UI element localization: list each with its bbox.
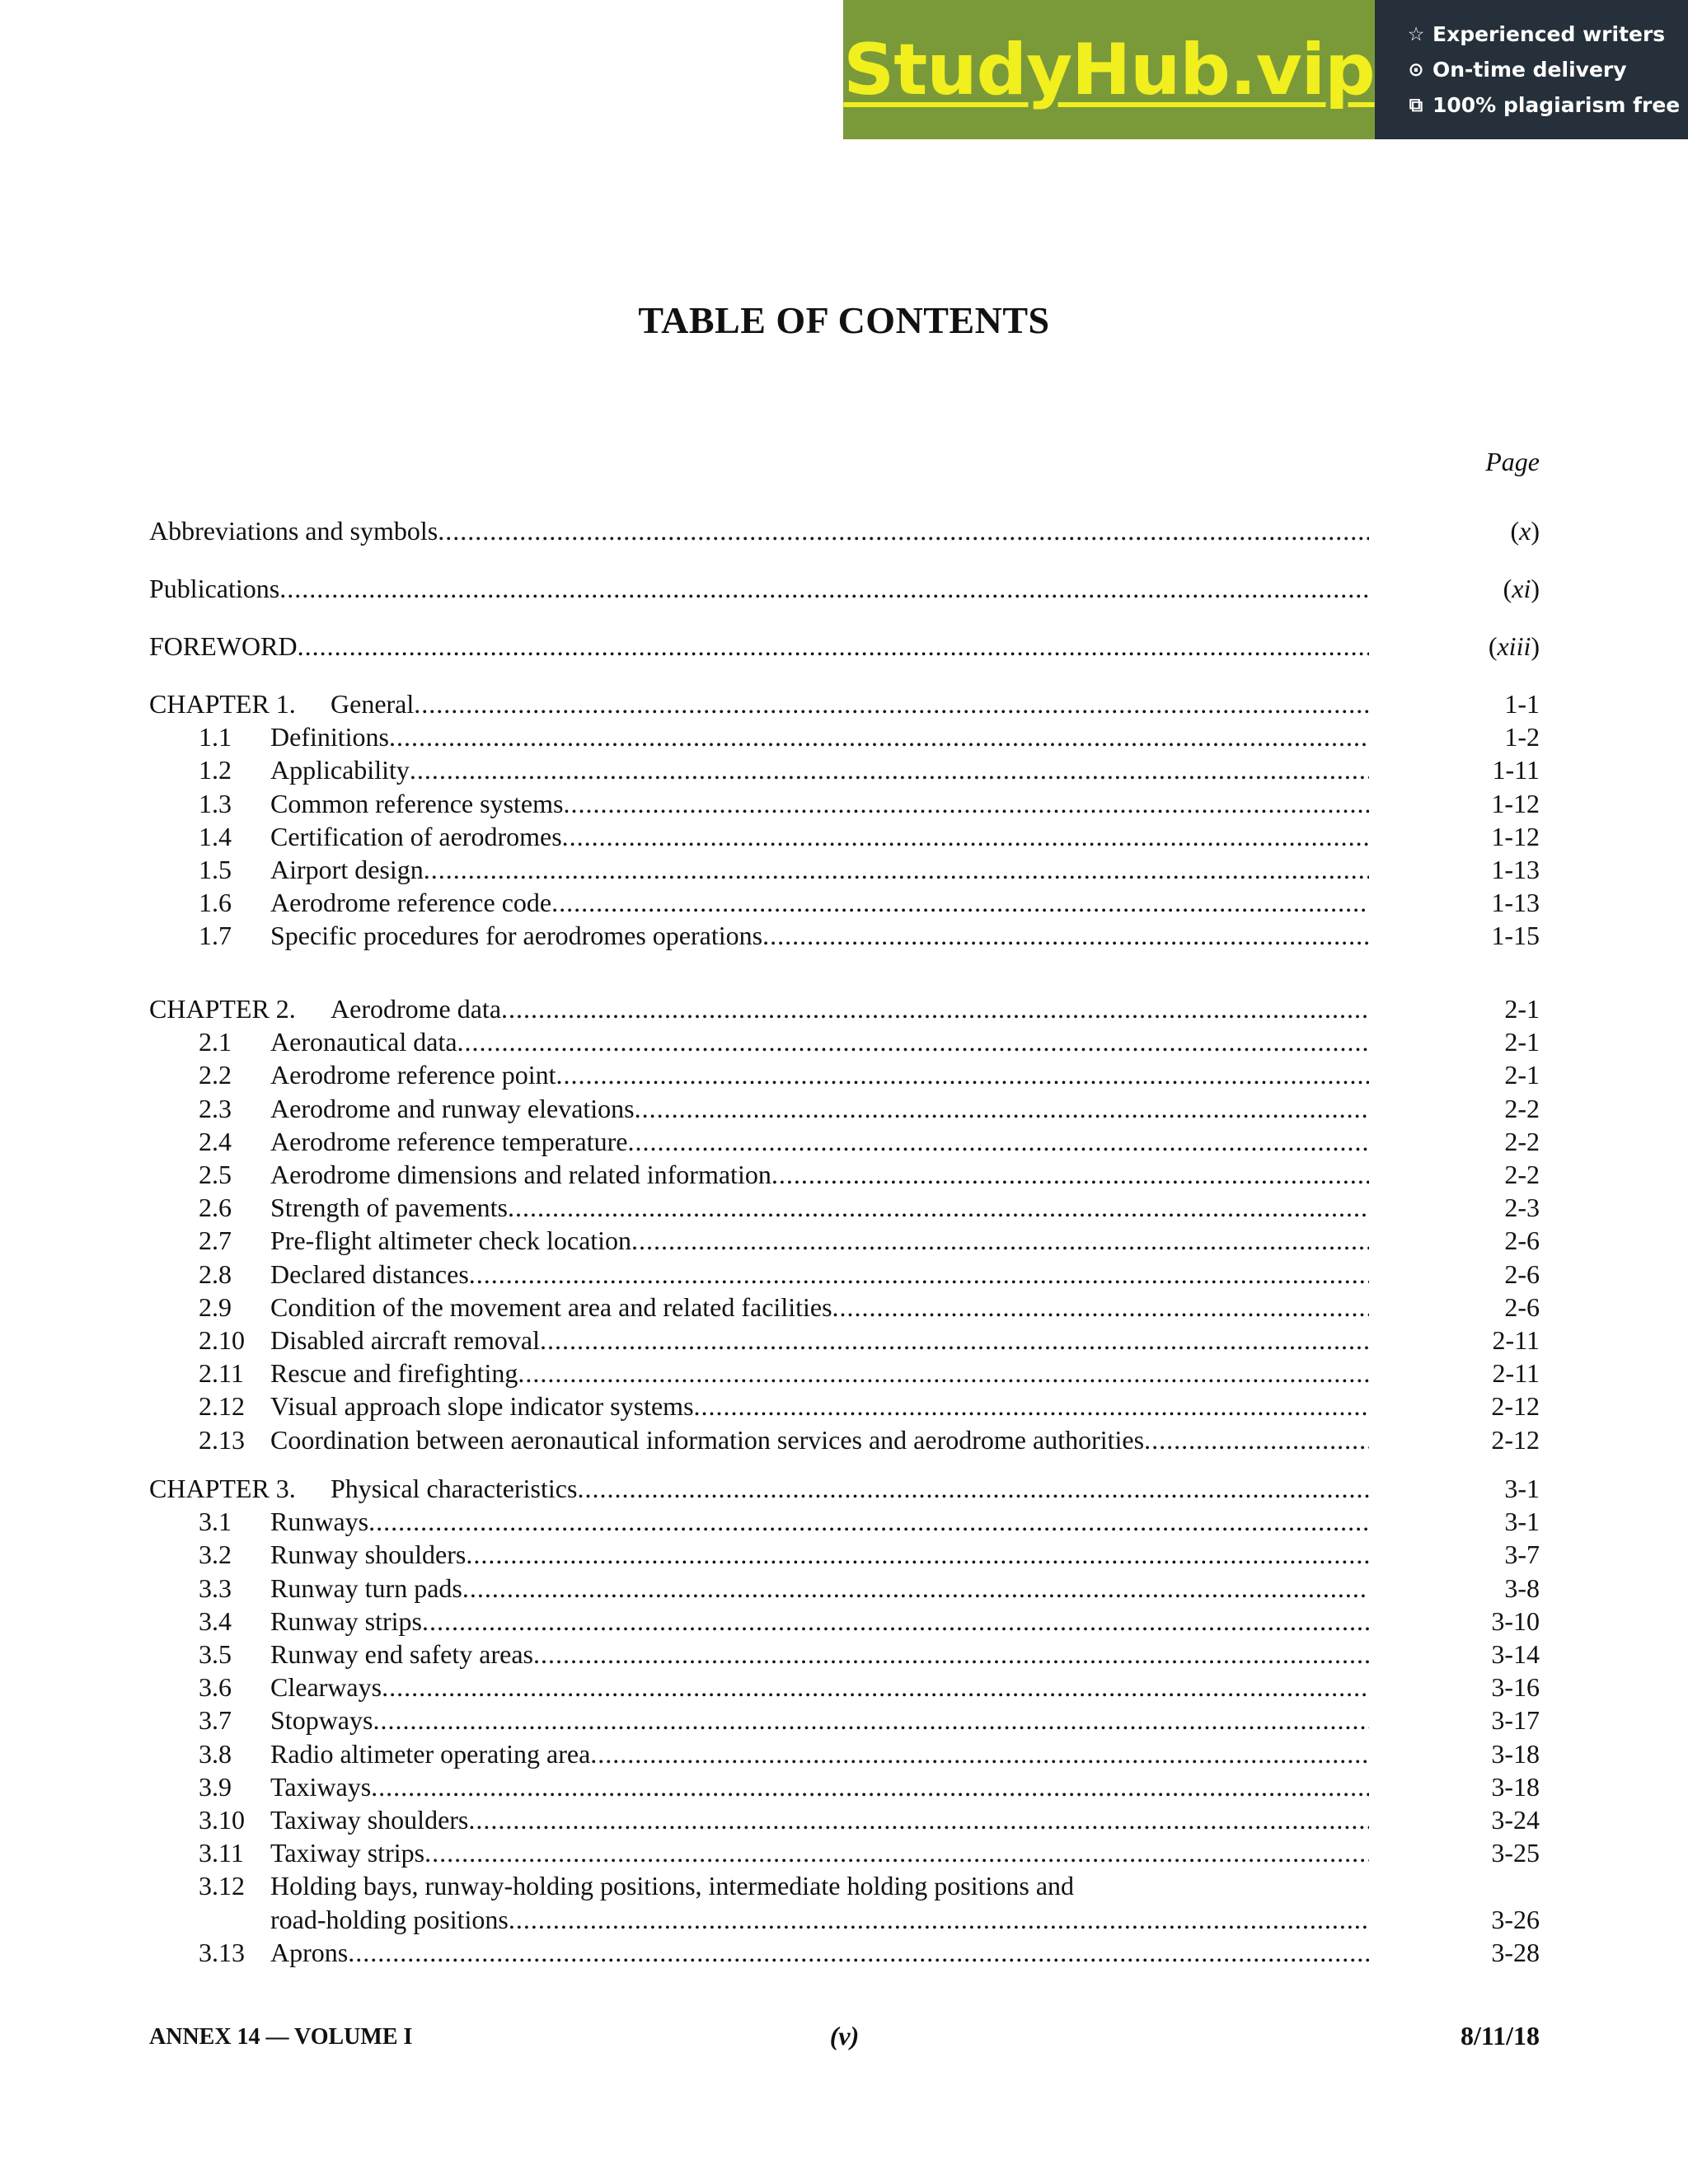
- toc-entry-page: 2-6: [1504, 1226, 1540, 1255]
- toc-entry-leader: [270, 1357, 1369, 1390]
- toc-section-entry[interactable]: [149, 919, 1540, 952]
- section-title: Aerodrome dimensions and related information: [270, 1160, 771, 1189]
- toc-entry-leader: [270, 919, 1369, 952]
- page-column-label: Page: [1485, 447, 1540, 476]
- page-footer: [149, 2021, 1540, 2054]
- banner-feature-list: [1375, 0, 1688, 139]
- section-title: Aerodrome reference code: [270, 888, 552, 917]
- section-title: Condition of the movement area and related facilities: [270, 1292, 832, 1322]
- section-number: 3.1: [199, 1507, 232, 1536]
- section-title: Runway turn pads: [270, 1573, 462, 1603]
- toc-entry-page: 3-18: [1491, 1739, 1540, 1769]
- section-title: Runway shoulders: [270, 1540, 467, 1569]
- toc-section-entry[interactable]: [149, 853, 1540, 886]
- toc-entry-leader: [270, 820, 1369, 853]
- toc-entry-leader: [270, 886, 1369, 919]
- section-title: Specific procedures for aerodromes operations: [270, 921, 763, 950]
- feature-experienced-writers: [1406, 22, 1688, 46]
- section-number: 2.1: [199, 1027, 232, 1057]
- section-title: Visual approach slope indicator systems: [270, 1391, 694, 1421]
- toc-section-entry[interactable]: [149, 886, 1540, 919]
- toc-entry-title: Abbreviations and symbols: [149, 516, 438, 546]
- section-title: Airport design: [270, 855, 424, 884]
- toc-section-entry[interactable]: [149, 1869, 1540, 1902]
- toc-entry-page: 2-1: [1504, 994, 1540, 1024]
- toc-chapter-entry[interactable]: [149, 992, 1540, 1025]
- toc-section-entry[interactable]: [149, 1191, 1540, 1224]
- toc-entry-page: 2-6: [1504, 1259, 1540, 1289]
- toc-chapter-entry[interactable]: [149, 1472, 1540, 1505]
- toc-entry-leader: [270, 1224, 1369, 1257]
- clock-icon: ⊙: [1408, 59, 1424, 81]
- toc-entry-page: 1-12: [1491, 789, 1540, 818]
- toc-entry-leader: [270, 1770, 1369, 1803]
- section-number: 3.13: [199, 1938, 245, 1967]
- chapter-title: Physical characteristics: [331, 1474, 578, 1503]
- toc-section-entry[interactable]: [149, 1505, 1540, 1538]
- section-title: Strength of pavements: [270, 1193, 508, 1222]
- section-number: 2.11: [199, 1358, 244, 1388]
- toc-entry-page: 3-14: [1491, 1639, 1540, 1669]
- section-title: Radio altimeter operating area: [270, 1739, 591, 1769]
- toc-entry-page: [1510, 514, 1540, 547]
- feature-plagiarism-free: [1406, 93, 1688, 117]
- section-number: 1.4: [199, 822, 232, 851]
- section-number: 1.2: [199, 755, 232, 785]
- section-number: 3.4: [199, 1606, 232, 1636]
- toc-entry[interactable]: [149, 514, 1540, 547]
- toc-section-entry[interactable]: [149, 1357, 1540, 1390]
- section-title-continued: road-holding positions: [270, 1905, 509, 1934]
- toc-section-entry[interactable]: [149, 1836, 1540, 1869]
- toc-entry-page: 3-24: [1491, 1805, 1540, 1835]
- toc-section-entry[interactable]: [149, 720, 1540, 753]
- section-title: Aerodrome and runway elevations: [270, 1094, 635, 1123]
- toc-section-entry[interactable]: [149, 787, 1540, 820]
- section-number: 3.11: [199, 1838, 244, 1868]
- section-title: Declared distances: [270, 1259, 469, 1289]
- toc-entry-leader: [270, 1423, 1369, 1456]
- section-title: Aerodrome reference temperature: [270, 1127, 628, 1156]
- toc-section-entry[interactable]: [149, 1423, 1540, 1456]
- chapter-label: CHAPTER 1.: [149, 689, 296, 719]
- page-roman-numeral: x: [1519, 516, 1531, 546]
- toc-entry-leader: [149, 687, 1369, 720]
- section-title: Holding bays, runway-holding positions, intermediate holding positions and: [270, 1871, 1075, 1900]
- toc-section-entry[interactable]: [149, 1058, 1540, 1091]
- section-number: 3.6: [199, 1672, 232, 1702]
- toc-entry-leader: [149, 630, 1369, 663]
- page-paren-close: ): [1531, 516, 1540, 546]
- chapter-label: CHAPTER 3.: [149, 1474, 296, 1503]
- page-roman-numeral: xi: [1512, 574, 1531, 603]
- toc-entry-leader: [270, 720, 1369, 753]
- toc-entry-leader: [270, 1258, 1369, 1291]
- section-number: 3.12: [199, 1871, 245, 1900]
- feature-label: On-time delivery: [1432, 58, 1627, 82]
- section-number: 1.3: [199, 789, 232, 818]
- section-title: Definitions: [270, 722, 389, 752]
- toc-entry-leader: [149, 572, 1369, 605]
- toc-section-entry-continued[interactable]: [149, 1903, 1540, 1936]
- toc-entry-page: 3-18: [1491, 1772, 1540, 1802]
- section-title: Coordination between aeronautical information services and aerodrome authorities: [270, 1425, 1145, 1455]
- toc-section-entry[interactable]: [149, 1936, 1540, 1969]
- page-paren-open: (: [1510, 516, 1520, 546]
- toc-entry-leader: [270, 1803, 1369, 1836]
- section-number: 2.2: [199, 1060, 232, 1090]
- chapter-title: General: [331, 689, 415, 719]
- toc-entry-page: 2-12: [1491, 1391, 1540, 1421]
- toc-entry[interactable]: [149, 630, 1540, 663]
- toc-entry-leader: [270, 1605, 1369, 1638]
- toc-entry-leader: [270, 1638, 1369, 1671]
- toc-entry-page: 1-1: [1504, 689, 1540, 719]
- toc-entry[interactable]: [149, 572, 1540, 605]
- toc-entry-page: 3-17: [1491, 1705, 1540, 1735]
- section-title: Rescue and firefighting: [270, 1358, 518, 1388]
- toc-entry-page: 3-10: [1491, 1606, 1540, 1636]
- toc-section-entry[interactable]: [149, 1224, 1540, 1257]
- section-title: Taxiway shoulders: [270, 1805, 469, 1835]
- toc-entry-page: 3-28: [1491, 1938, 1540, 1967]
- toc-section-entry[interactable]: [149, 1092, 1540, 1125]
- section-number: 2.6: [199, 1193, 232, 1222]
- section-title: Disabled aircraft removal: [270, 1325, 540, 1355]
- toc-entry-leader: [149, 514, 1369, 547]
- toc-entry-page: 3-7: [1504, 1540, 1540, 1569]
- toc-entry-page: 3-1: [1504, 1474, 1540, 1503]
- section-title: Pre-flight altimeter check location: [270, 1226, 632, 1255]
- toc-section-entry[interactable]: [149, 1803, 1540, 1836]
- page-paren-open: (: [1503, 574, 1512, 603]
- section-title: Taxiway strips: [270, 1838, 425, 1868]
- feature-label: Experienced writers: [1432, 22, 1666, 46]
- toc-entry-leader: [270, 1737, 1369, 1770]
- toc-entry-title: FOREWORD: [149, 631, 298, 661]
- section-number: 3.2: [199, 1540, 232, 1569]
- toc-entry-leader: [270, 1936, 1369, 1969]
- toc-entry-page: 3-25: [1491, 1838, 1540, 1868]
- toc-entry-leader: [270, 1505, 1369, 1538]
- toc-entry-leader: [270, 1158, 1369, 1191]
- section-title: Taxiways: [270, 1772, 372, 1802]
- toc-section-entry[interactable]: [149, 1125, 1540, 1158]
- section-number: 3.9: [199, 1772, 232, 1802]
- toc-section-entry[interactable]: [149, 1737, 1540, 1770]
- section-number: 3.7: [199, 1705, 232, 1735]
- toc-entry-leader: [270, 1125, 1369, 1158]
- section-number: 2.4: [199, 1127, 232, 1156]
- section-title: Aeronautical data: [270, 1027, 457, 1057]
- toc-entry-leader: [149, 992, 1369, 1025]
- toc-entry-leader: [270, 1058, 1369, 1091]
- toc-entry-leader: [270, 1704, 1369, 1736]
- section-title: Aerodrome reference point: [270, 1060, 556, 1090]
- page-paren-close: ): [1531, 574, 1540, 603]
- toc-entry-leader: [270, 1903, 1369, 1936]
- toc-entry-page: 1-2: [1504, 722, 1540, 752]
- feature-on-time-delivery: [1406, 58, 1688, 82]
- section-number: 1.7: [199, 921, 232, 950]
- section-title: Aprons: [270, 1938, 349, 1967]
- toc-entry-page: 2-3: [1504, 1193, 1540, 1222]
- page-roman-numeral: xiii: [1497, 631, 1531, 661]
- toc-entry-leader: [270, 1092, 1369, 1125]
- toc-entry-page: [1503, 572, 1540, 605]
- toc-entry-page: 2-2: [1504, 1094, 1540, 1123]
- section-title: Clearways: [270, 1672, 382, 1702]
- section-number: 2.8: [199, 1259, 232, 1289]
- toc-section-entry[interactable]: [149, 1671, 1540, 1704]
- section-number: 2.7: [199, 1226, 232, 1255]
- toc-entry-page: 1-15: [1491, 921, 1540, 950]
- toc-entry-leader: [270, 1324, 1369, 1357]
- toc-section-entry[interactable]: [149, 1572, 1540, 1605]
- toc-entry-leader: [270, 1025, 1369, 1058]
- toc-section-entry[interactable]: [149, 1158, 1540, 1191]
- toc-section-entry[interactable]: [149, 1324, 1540, 1357]
- toc-chapter-entry[interactable]: [149, 687, 1540, 720]
- toc-entry-page: 3-26: [1491, 1905, 1540, 1934]
- toc-section-entry[interactable]: [149, 1390, 1540, 1422]
- footer-page-number: (v): [829, 2021, 860, 2050]
- section-title: Runway strips: [270, 1606, 422, 1636]
- toc-entry-page: 2-1: [1504, 1060, 1540, 1090]
- section-number: 3.10: [199, 1805, 245, 1835]
- section-number: 3.8: [199, 1739, 232, 1769]
- toc-entry-leader: [270, 853, 1369, 886]
- toc-entry-page: 2-12: [1491, 1425, 1540, 1455]
- section-number: 2.10: [199, 1325, 245, 1355]
- page-title: TABLE OF CONTENTS: [638, 299, 1050, 341]
- toc-entry-title: Publications: [149, 574, 280, 603]
- toc-entry-page: 1-13: [1491, 888, 1540, 917]
- section-number: 2.5: [199, 1160, 232, 1189]
- section-title: Common reference systems: [270, 789, 564, 818]
- section-title: Applicability: [270, 755, 410, 785]
- toc-section-entry[interactable]: [149, 1291, 1540, 1324]
- star-icon: ☆: [1407, 23, 1425, 45]
- section-title: Runways: [270, 1507, 369, 1536]
- page-paren-open: (: [1488, 631, 1498, 661]
- toc-section-entry[interactable]: [149, 1704, 1540, 1736]
- section-title: Runway end safety areas: [270, 1639, 533, 1669]
- feature-label: 100% plagiarism free: [1432, 93, 1681, 117]
- toc-entry-page: 3-16: [1491, 1672, 1540, 1702]
- studyhub-logo-text: StudyHub.vip: [843, 28, 1375, 111]
- studyhub-logo-link[interactable]: [843, 0, 1375, 139]
- toc-entry-page: 2-6: [1504, 1292, 1540, 1322]
- toc-entry-leader: [270, 787, 1369, 820]
- section-number: 3.5: [199, 1639, 232, 1669]
- toc-entry-page: 2-2: [1504, 1160, 1540, 1189]
- toc-section-entry[interactable]: [149, 820, 1540, 853]
- toc-entry-leader: [270, 1836, 1369, 1869]
- toc-entry-leader: [270, 1291, 1369, 1324]
- toc-entry-leader: [270, 1538, 1369, 1571]
- toc-entry-page: 3-8: [1504, 1573, 1540, 1603]
- section-number: 2.9: [199, 1292, 232, 1322]
- section-number: 2.3: [199, 1094, 232, 1123]
- toc-section-entry[interactable]: [149, 1770, 1540, 1803]
- toc-entry-page: 1-13: [1491, 855, 1540, 884]
- section-number: 3.3: [199, 1573, 232, 1603]
- toc-entry-leader: [270, 753, 1369, 786]
- toc-section-entry[interactable]: [149, 1638, 1540, 1671]
- toc-entry-page: 1-12: [1491, 822, 1540, 851]
- toc-entry-page: 2-1: [1504, 1027, 1540, 1057]
- toc-section-entry[interactable]: [149, 1025, 1540, 1058]
- toc-entry-leader: [149, 1472, 1369, 1505]
- chapter-title: Aerodrome data: [331, 994, 502, 1024]
- toc-entry-leader: [270, 1572, 1369, 1605]
- toc-entry-page: 2-11: [1492, 1325, 1540, 1355]
- footer-date: 8/11/18: [1460, 2021, 1540, 2050]
- section-number: 2.12: [199, 1391, 245, 1421]
- toc-section-entry[interactable]: [149, 753, 1540, 786]
- toc-entry-page: 1-11: [1492, 755, 1540, 785]
- toc-entry-page: 2-11: [1492, 1358, 1540, 1388]
- copy-icon: ⧉: [1409, 94, 1423, 116]
- toc-entry-page: [1489, 630, 1540, 663]
- toc-entry-leader: [270, 1390, 1369, 1422]
- page-paren-close: ): [1531, 631, 1540, 661]
- chapter-label: CHAPTER 2.: [149, 994, 296, 1024]
- footer-document-name: ANNEX 14 — VOLUME I: [149, 2024, 413, 2050]
- toc-section-entry[interactable]: [149, 1538, 1540, 1571]
- section-title-wrap: [270, 1869, 1540, 1902]
- toc-entry-leader: [270, 1671, 1369, 1704]
- section-title: Stopways: [270, 1705, 373, 1735]
- promo-banner: [843, 0, 1688, 139]
- section-title: Certification of aerodromes: [270, 822, 562, 851]
- toc-section-entry[interactable]: [149, 1258, 1540, 1291]
- section-number: 1.5: [199, 855, 232, 884]
- section-number: 1.6: [199, 888, 232, 917]
- section-number: 2.13: [199, 1425, 245, 1455]
- toc-entry-page: 3-1: [1504, 1507, 1540, 1536]
- toc-section-entry[interactable]: [149, 1605, 1540, 1638]
- section-number: 1.1: [199, 722, 232, 752]
- toc-entry-page: 2-2: [1504, 1127, 1540, 1156]
- toc-entry-leader: [270, 1191, 1369, 1224]
